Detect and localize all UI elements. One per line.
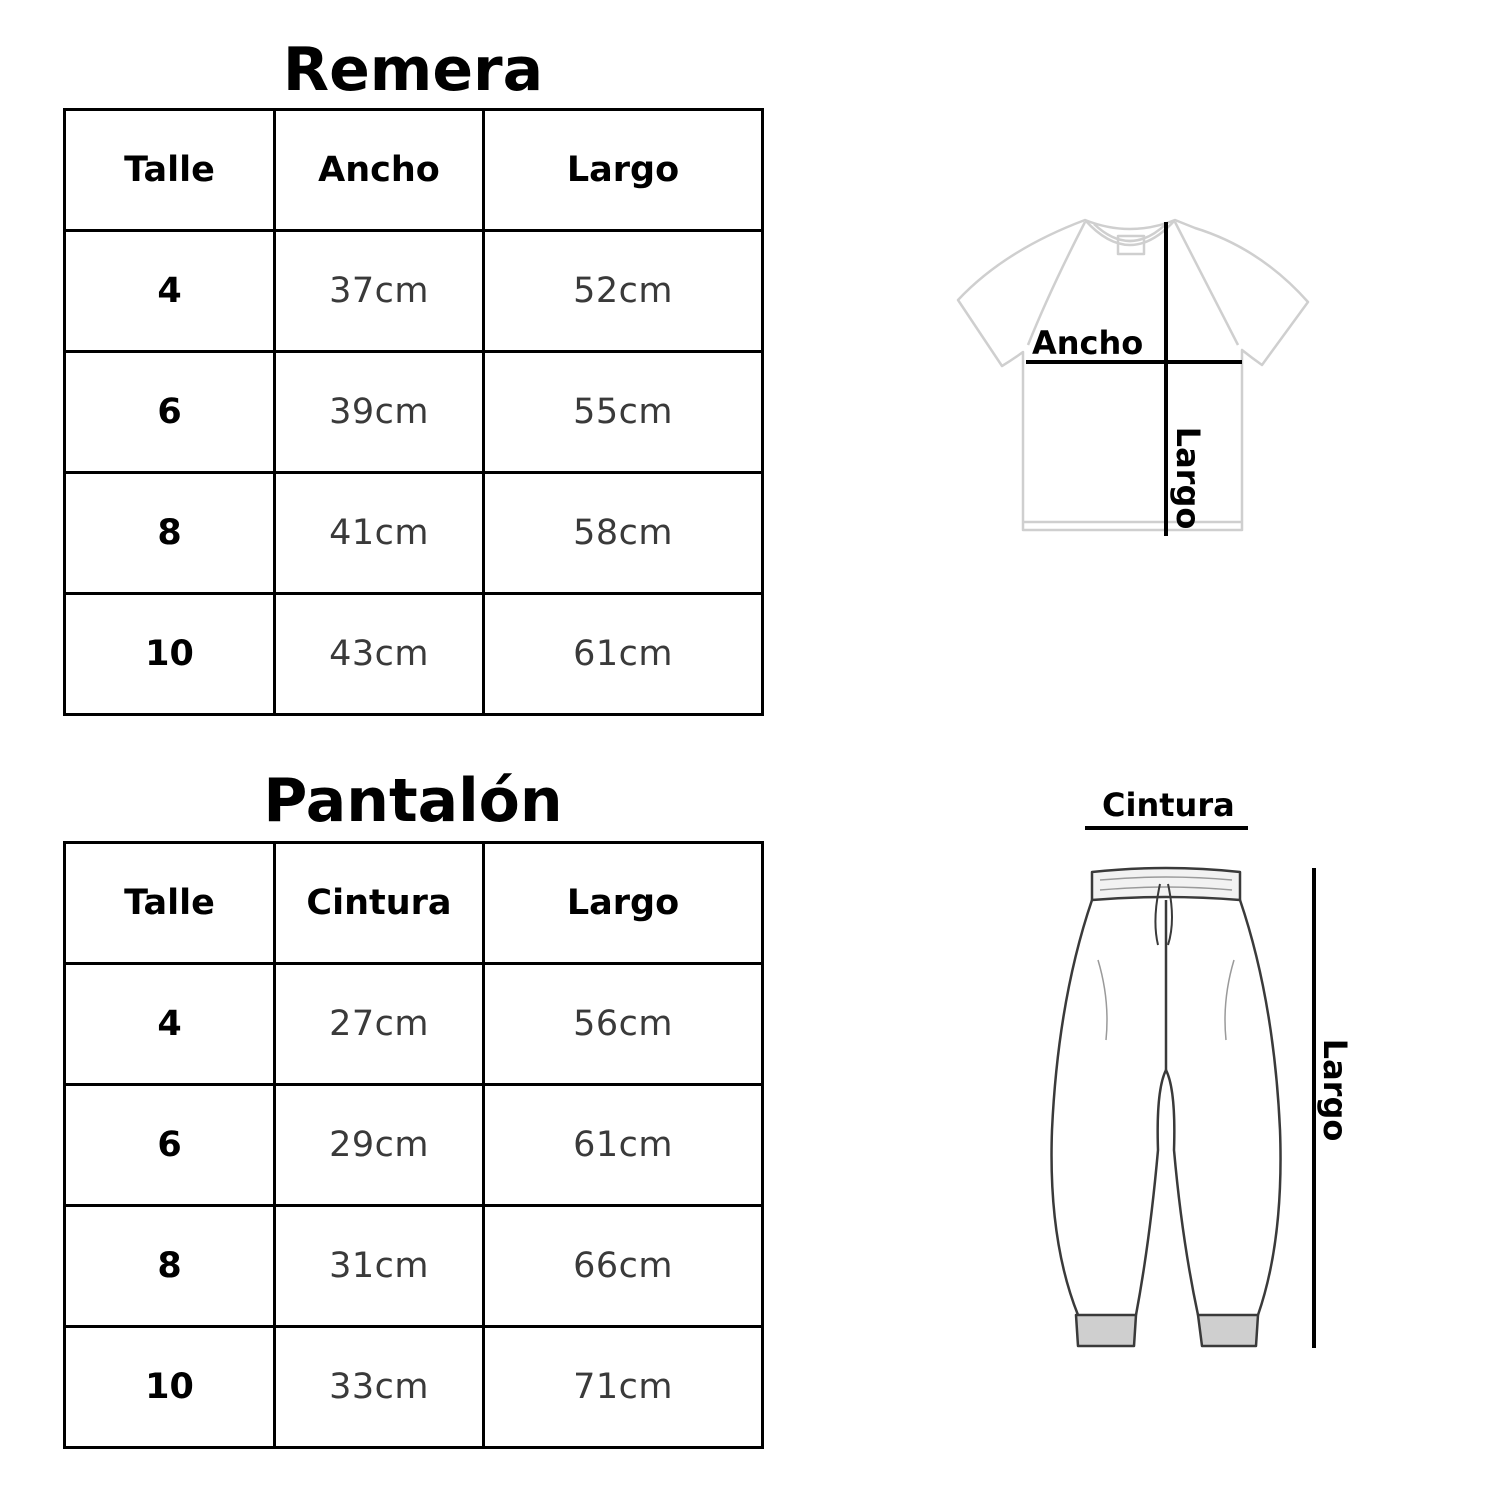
ancho-cell: 41cm	[275, 473, 484, 594]
header-talle: Talle	[65, 110, 275, 231]
talle-cell: 8	[65, 1206, 275, 1327]
table-row	[65, 594, 763, 715]
ancho-cell: 37cm	[275, 231, 484, 352]
header-talle: Talle	[65, 843, 275, 964]
pantalon-size-table	[63, 841, 764, 1449]
cintura-cell: 33cm	[275, 1327, 484, 1448]
table-row	[65, 352, 763, 473]
pantalon-title: Pantalón	[263, 766, 563, 836]
header-largo: Largo	[484, 110, 763, 231]
cintura-cell: 27cm	[275, 964, 484, 1085]
table-row	[65, 1327, 763, 1448]
talle-cell: 6	[65, 352, 275, 473]
table-row	[65, 473, 763, 594]
cintura-cell: 29cm	[275, 1085, 484, 1206]
largo-cell: 71cm	[484, 1327, 763, 1448]
largo-cell: 58cm	[484, 473, 763, 594]
header-largo: Largo	[484, 843, 763, 964]
largo-cell: 61cm	[484, 594, 763, 715]
largo-cell: 61cm	[484, 1085, 763, 1206]
tshirt-ancho-label: Ancho	[1032, 324, 1144, 362]
talle-cell: 10	[65, 1327, 275, 1448]
table-row	[65, 964, 763, 1085]
table-row	[65, 1206, 763, 1327]
largo-cell: 52cm	[484, 231, 763, 352]
talle-cell: 4	[65, 964, 275, 1085]
pants-largo-label: Largo	[1316, 1038, 1354, 1142]
largo-cell: 55cm	[484, 352, 763, 473]
remera-title: Remera	[282, 35, 544, 105]
table-header-row	[65, 843, 763, 964]
table-header-row	[65, 110, 763, 231]
talle-cell: 10	[65, 594, 275, 715]
remera-size-table	[63, 108, 764, 716]
pants-cintura-label: Cintura	[1102, 786, 1235, 824]
talle-cell: 4	[65, 231, 275, 352]
largo-cell: 56cm	[484, 964, 763, 1085]
ancho-cell: 43cm	[275, 594, 484, 715]
talle-cell: 6	[65, 1085, 275, 1206]
largo-cell: 66cm	[484, 1206, 763, 1327]
table-row	[65, 1085, 763, 1206]
table-row	[65, 231, 763, 352]
header-cintura: Cintura	[275, 843, 484, 964]
tshirt-largo-label: Largo	[1169, 426, 1207, 530]
ancho-cell: 39cm	[275, 352, 484, 473]
tshirt-icon	[950, 210, 1320, 550]
talle-cell: 8	[65, 473, 275, 594]
cintura-cell: 31cm	[275, 1206, 484, 1327]
header-ancho: Ancho	[275, 110, 484, 231]
